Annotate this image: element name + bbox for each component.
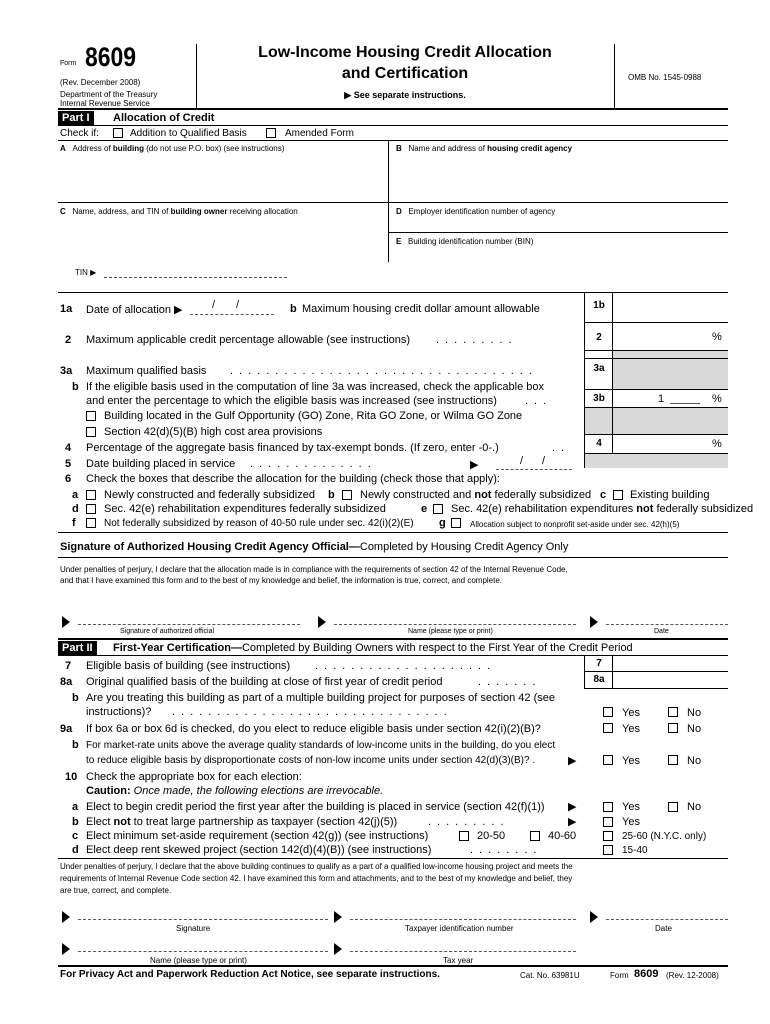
addition-qualified-basis-checkbox[interactable]	[113, 128, 123, 138]
line8a-num: 8a	[60, 676, 73, 688]
form-word: Form	[60, 60, 77, 67]
line6-label: Check the boxes that describe the allocation for the building (check those that apply):	[86, 473, 500, 485]
sig1-name-label: Name (please type or print)	[408, 628, 493, 635]
line9b-no-label: No	[687, 755, 702, 767]
line6f-letter: f	[72, 517, 76, 529]
line1a-num: 1a	[60, 303, 73, 315]
line1b-label: Maximum housing credit dollar amount allowable	[302, 303, 540, 315]
owner-date-arrow	[590, 911, 598, 923]
field-a-pre: Address of	[72, 144, 113, 153]
caution-bold: Caution:	[86, 785, 131, 797]
line8b-no-checkbox[interactable]	[668, 707, 678, 717]
line6g-checkbox[interactable]	[451, 518, 461, 528]
line9b-letter: b	[72, 739, 79, 751]
part2-perjury-line2: requirements of Internal Revenue Code section 42. I have examined this form and attachments, and to the best of my knowledge and belief, they	[60, 874, 573, 883]
agency: Internal Revenue Service	[60, 99, 150, 108]
tax-year-input[interactable]	[350, 951, 576, 952]
privacy-notice: For Privacy Act and Paperwork Reduction Act Notice, see separate instructions.	[60, 969, 440, 980]
line10b-yes-checkbox[interactable]	[603, 817, 613, 827]
line10a-arrow: ▶	[568, 801, 577, 813]
line6e-letter: e	[421, 503, 428, 515]
line6c-letter: c	[600, 489, 607, 501]
line4-amount[interactable]	[613, 435, 713, 453]
line10b-pre: Elect	[86, 816, 114, 828]
line10d-1540-checkbox[interactable]	[603, 845, 613, 855]
sig1-perjury-line1: Under penalties of perjury, I declare that the allocation made is in compliance with the requirements of section 42 of the Internal Revenue Code,	[60, 565, 568, 574]
line3a-box: 3a	[593, 363, 605, 374]
owner-tin-arrow	[334, 911, 342, 923]
line10-label: Check the appropriate box for each election:	[86, 771, 302, 783]
line1a-slash2: /	[236, 299, 240, 311]
line6f-label: Not federally subsidized by reason of 40-50 rule under sec. 42(i)(2)(E)	[104, 518, 414, 529]
catalog-number: Cat. No. 63981U	[520, 971, 580, 980]
agency-signature-input[interactable]	[78, 624, 300, 625]
owner-signature-arrow	[62, 911, 70, 923]
line6g-label: Allocation subject to nonprofit set-aside under sec. 42(h)(5)	[470, 520, 680, 529]
line6d-checkbox[interactable]	[86, 504, 96, 514]
owner-signature-label: Signature	[176, 924, 211, 933]
line6c-checkbox[interactable]	[613, 490, 623, 500]
field-a-bold: building	[112, 144, 145, 153]
line10a-no-label: No	[687, 801, 702, 813]
line6e-checkbox[interactable]	[433, 504, 443, 514]
field-b-letter: B	[396, 144, 402, 153]
line8a-label: Original qualified basis of the building at close of first year of credit period	[86, 676, 443, 688]
line1a-slash1: /	[212, 299, 216, 311]
line9b-label2: to reduce eligible basis by disproportionate costs of non-low income units under section 42(d)(3)(B)? .	[86, 755, 536, 766]
form-number: 8609	[85, 42, 137, 72]
line8b-yes-checkbox[interactable]	[603, 707, 613, 717]
line10c-2050-checkbox[interactable]	[459, 831, 469, 841]
line10d-letter: d	[72, 844, 79, 856]
owner-date-label: Date	[655, 924, 672, 933]
line6f-checkbox[interactable]	[86, 518, 96, 528]
amended-form-checkbox[interactable]	[266, 128, 276, 138]
line10b-yes-label: Yes	[622, 816, 640, 828]
line1a-label: Date of allocation ▶	[86, 304, 183, 316]
line5-arrow: ▶	[470, 459, 479, 471]
line9a-yes-checkbox[interactable]	[603, 723, 613, 733]
field-d-letter: D	[396, 207, 402, 216]
line6g-letter: g	[439, 517, 446, 529]
line9a-num: 9a	[60, 723, 73, 735]
line10-num: 10	[65, 771, 78, 783]
owner-name-label: Name (please type or print)	[150, 956, 247, 965]
line6e-bold: not	[636, 503, 654, 515]
line5-num: 5	[65, 458, 72, 470]
line2-box: 2	[596, 332, 602, 343]
line3b-go-zone-label: Building located in the Gulf Opportunity (GO) Zone, Rita GO Zone, or Wilma GO Zone	[104, 410, 523, 422]
form-title-line1: Low-Income Housing Credit Allocation	[258, 44, 552, 61]
line8b-label2: instructions)?	[86, 706, 152, 718]
field-c-post: receiving allocation	[227, 207, 298, 216]
agency-name-input[interactable]	[334, 624, 576, 625]
line3b-label1: If the eligible basis used in the computation of line 3a was increased, check the applicable box	[86, 381, 545, 393]
part2-label: Part II	[58, 641, 97, 655]
line10a-yes-checkbox[interactable]	[603, 802, 613, 812]
field-b-pre: Name and address of	[408, 144, 488, 153]
line3a-label: Maximum qualified basis	[86, 365, 207, 377]
footer-revision: (Rev. 12-2008)	[666, 971, 719, 980]
line1a-date-input[interactable]	[190, 314, 274, 315]
line2-amount[interactable]	[613, 323, 713, 350]
line3b-pct: %	[712, 393, 722, 405]
line10c-4060-label: 40-60	[548, 830, 577, 842]
owner-name-arrow	[62, 943, 70, 955]
line10c-2560-label: 25-60 (N.Y.C. only)	[622, 831, 707, 842]
tin-label: TIN ▶	[75, 268, 97, 277]
owner-signature-input[interactable]	[78, 919, 328, 920]
amended-form-label: Amended Form	[285, 128, 354, 139]
part2-perjury-line3: are true, correct, and complete.	[60, 886, 172, 895]
line10c-2050-label: 20-50	[477, 830, 506, 842]
tax-year-label: Tax year	[443, 956, 474, 965]
line6e-post: federally subsidized	[653, 503, 754, 515]
line9a-no-checkbox[interactable]	[668, 723, 678, 733]
part1-label: Part I	[58, 111, 94, 125]
line10b-arrow: ▶	[568, 816, 577, 828]
field-c-pre: Name, address, and TIN of	[72, 207, 171, 216]
line6d-letter: d	[72, 503, 79, 515]
date-arrow	[590, 616, 598, 628]
sig1-perjury-line2: and that I have examined this form and to the best of my knowledge and belief, the information is true, correct, and complete.	[60, 576, 503, 585]
field-b-bold: housing credit agency	[487, 144, 573, 153]
part2-title-bold: First-Year Certification—	[113, 642, 242, 654]
line6b-bold: not	[474, 489, 492, 501]
department: Department of the Treasury	[60, 90, 158, 99]
footer-form-number: 8609	[634, 968, 659, 980]
line8b-label1: Are you treating this building as part of a multiple building project for purposes of section 42 (see	[86, 692, 555, 704]
line6a-letter: a	[72, 489, 79, 501]
part2-perjury-line1: Under penalties of perjury, I declare that the above building continues to qualify as a part of a qualified low-income housing project and meets the	[60, 862, 573, 871]
line3b-high-cost-label: Section 42(d)(5)(B) high cost area provisions	[104, 426, 323, 438]
line9b-arrow: ▶	[568, 755, 577, 767]
owner-name-input[interactable]	[78, 951, 328, 952]
owner-date-input[interactable]	[606, 919, 728, 920]
see-instructions: ▶ See separate instructions.	[344, 90, 466, 100]
line10a-yes-label: Yes	[622, 801, 640, 813]
line8a-amount[interactable]	[613, 672, 728, 688]
line8b-letter: b	[72, 692, 79, 704]
field-c-bold: building owner	[170, 207, 228, 216]
line10b-letter: b	[72, 816, 79, 828]
line10a-label: Elect to begin credit period the first year after the building is placed in service (section 42(f)(1))	[86, 801, 545, 813]
revision: (Rev. December 2008)	[60, 78, 141, 87]
line10a-letter: a	[72, 801, 79, 813]
sig1-signature-label: Signature of authorized official	[120, 628, 215, 635]
line6c-label: Existing building	[630, 489, 710, 501]
field-e-text: Building identification number (BIN)	[408, 237, 534, 246]
field-c-letter: C	[60, 207, 66, 216]
line1b-letter: b	[290, 303, 297, 315]
omb-number: OMB No. 1545-0988	[628, 73, 702, 82]
line7-box: 7	[596, 658, 602, 669]
line2-num: 2	[65, 334, 72, 346]
sig1-title-rest: Completed by Housing Credit Agency Only	[359, 541, 569, 553]
line6b-post: federally subsidized	[491, 489, 592, 501]
line6b-letter: b	[328, 489, 335, 501]
line3b-input[interactable]	[670, 403, 700, 404]
line5-label: Date building placed in service	[86, 458, 236, 470]
sign-here-arrow	[62, 616, 70, 628]
owner-tin-input[interactable]	[350, 919, 576, 920]
line3b-value: 1	[658, 393, 665, 405]
caution-text: Once made, the following elections are irrevocable.	[133, 785, 384, 797]
line6e-pre: Sec. 42(e) rehabilitation expenditures	[451, 503, 637, 515]
part2-title-rest: Completed by Building Owners with respect to the First Year of the Credit Period	[241, 642, 633, 654]
line5-slash1: /	[520, 455, 524, 467]
footer-form-word: Form	[610, 971, 629, 980]
line8b-no-label: No	[687, 707, 702, 719]
line10b-post: to treat large partnership as taxpayer (section 42(j)(5))	[130, 816, 398, 828]
sig1-title-bold: Signature of Authorized Housing Credit Agency Official—	[60, 541, 360, 553]
line1b-box: 1b	[593, 300, 605, 311]
line4-label: Percentage of the aggregate basis financed by tax-exempt bonds. (If zero, enter -0-.)	[86, 442, 499, 454]
line3b-go-zone-checkbox[interactable]	[86, 411, 96, 421]
line10c-4060-checkbox[interactable]	[530, 831, 540, 841]
line9a-no-label: No	[687, 723, 702, 735]
line3b-letter: b	[72, 381, 79, 393]
line2-pct: %	[712, 331, 722, 343]
owner-tin-label: Taxpayer identification number	[405, 924, 514, 933]
line6a-checkbox[interactable]	[86, 490, 96, 500]
line6b-pre: Newly constructed and	[360, 489, 475, 501]
addition-qualified-basis-label: Addition to Qualified Basis	[130, 128, 247, 139]
line10d-label: Elect deep rent skewed project (section 142(d)(4)(B)) (see instructions)	[86, 844, 432, 856]
line6b-checkbox[interactable]	[342, 490, 352, 500]
line9b-no-checkbox[interactable]	[668, 755, 678, 765]
line6a-label: Newly constructed and federally subsidized	[104, 489, 315, 501]
check-if-label: Check if:	[60, 128, 99, 139]
field-a-letter: A	[60, 144, 66, 153]
name-arrow	[318, 616, 326, 628]
line10a-no-checkbox[interactable]	[668, 802, 678, 812]
line9b-yes-label: Yes	[622, 755, 640, 767]
line9b-yes-checkbox[interactable]	[603, 755, 613, 765]
line4-box: 4	[596, 438, 602, 449]
line7-label: Eligible basis of building (see instructions)	[86, 660, 291, 672]
line5-date-input[interactable]	[496, 469, 572, 470]
line2-label: Maximum applicable credit percentage allowable (see instructions)	[86, 334, 411, 346]
line1b-amount[interactable]	[613, 293, 728, 322]
line10c-letter: c	[72, 830, 79, 842]
line6-num: 6	[65, 473, 72, 485]
line8b-yes-label: Yes	[622, 707, 640, 719]
agency-date-input[interactable]	[606, 624, 728, 625]
sig1-date-label: Date	[654, 628, 669, 635]
line3b-box: 3b	[593, 393, 605, 404]
tax-year-arrow	[334, 943, 342, 955]
line9a-yes-label: Yes	[622, 723, 640, 735]
line7-amount[interactable]	[613, 656, 728, 671]
part1-title: Allocation of Credit	[113, 112, 215, 124]
line10c-2560-checkbox[interactable]	[603, 831, 613, 841]
line9a-label: If box 6a or box 6d is checked, do you elect to reduce eligible basis under section 42(i)(2)(B)?	[86, 723, 541, 735]
line4-pct: %	[712, 438, 722, 450]
line5-slash2: /	[542, 455, 546, 467]
field-d-text: Employer identification number of agency	[408, 207, 556, 216]
field-e-letter: E	[396, 237, 402, 246]
line6d-label: Sec. 42(e) rehabilitation expenditures federally subsidized	[104, 503, 386, 515]
line8a-box: 8a	[593, 674, 605, 685]
field-a-post: (do not use P.O. box) (see instructions)	[144, 144, 285, 153]
tin-input[interactable]	[104, 277, 287, 278]
line3a-num: 3a	[60, 365, 73, 377]
line10d-1540-label: 15-40	[622, 845, 648, 856]
line3b-high-cost-checkbox[interactable]	[86, 427, 96, 437]
line10c-label: Elect minimum set-aside requirement (section 42(g)) (see instructions)	[86, 830, 429, 842]
line10b-bold: not	[113, 816, 131, 828]
line3b-label2: and enter the percentage to which the eligible basis was increased (see instructions)	[86, 395, 497, 407]
line7-num: 7	[65, 660, 72, 672]
line4-num: 4	[65, 442, 72, 454]
form-title-line2: and Certification	[341, 65, 469, 82]
line9b-label1: For market-rate units above the average quality standards of low-income units in the building, do you elect	[86, 740, 556, 751]
